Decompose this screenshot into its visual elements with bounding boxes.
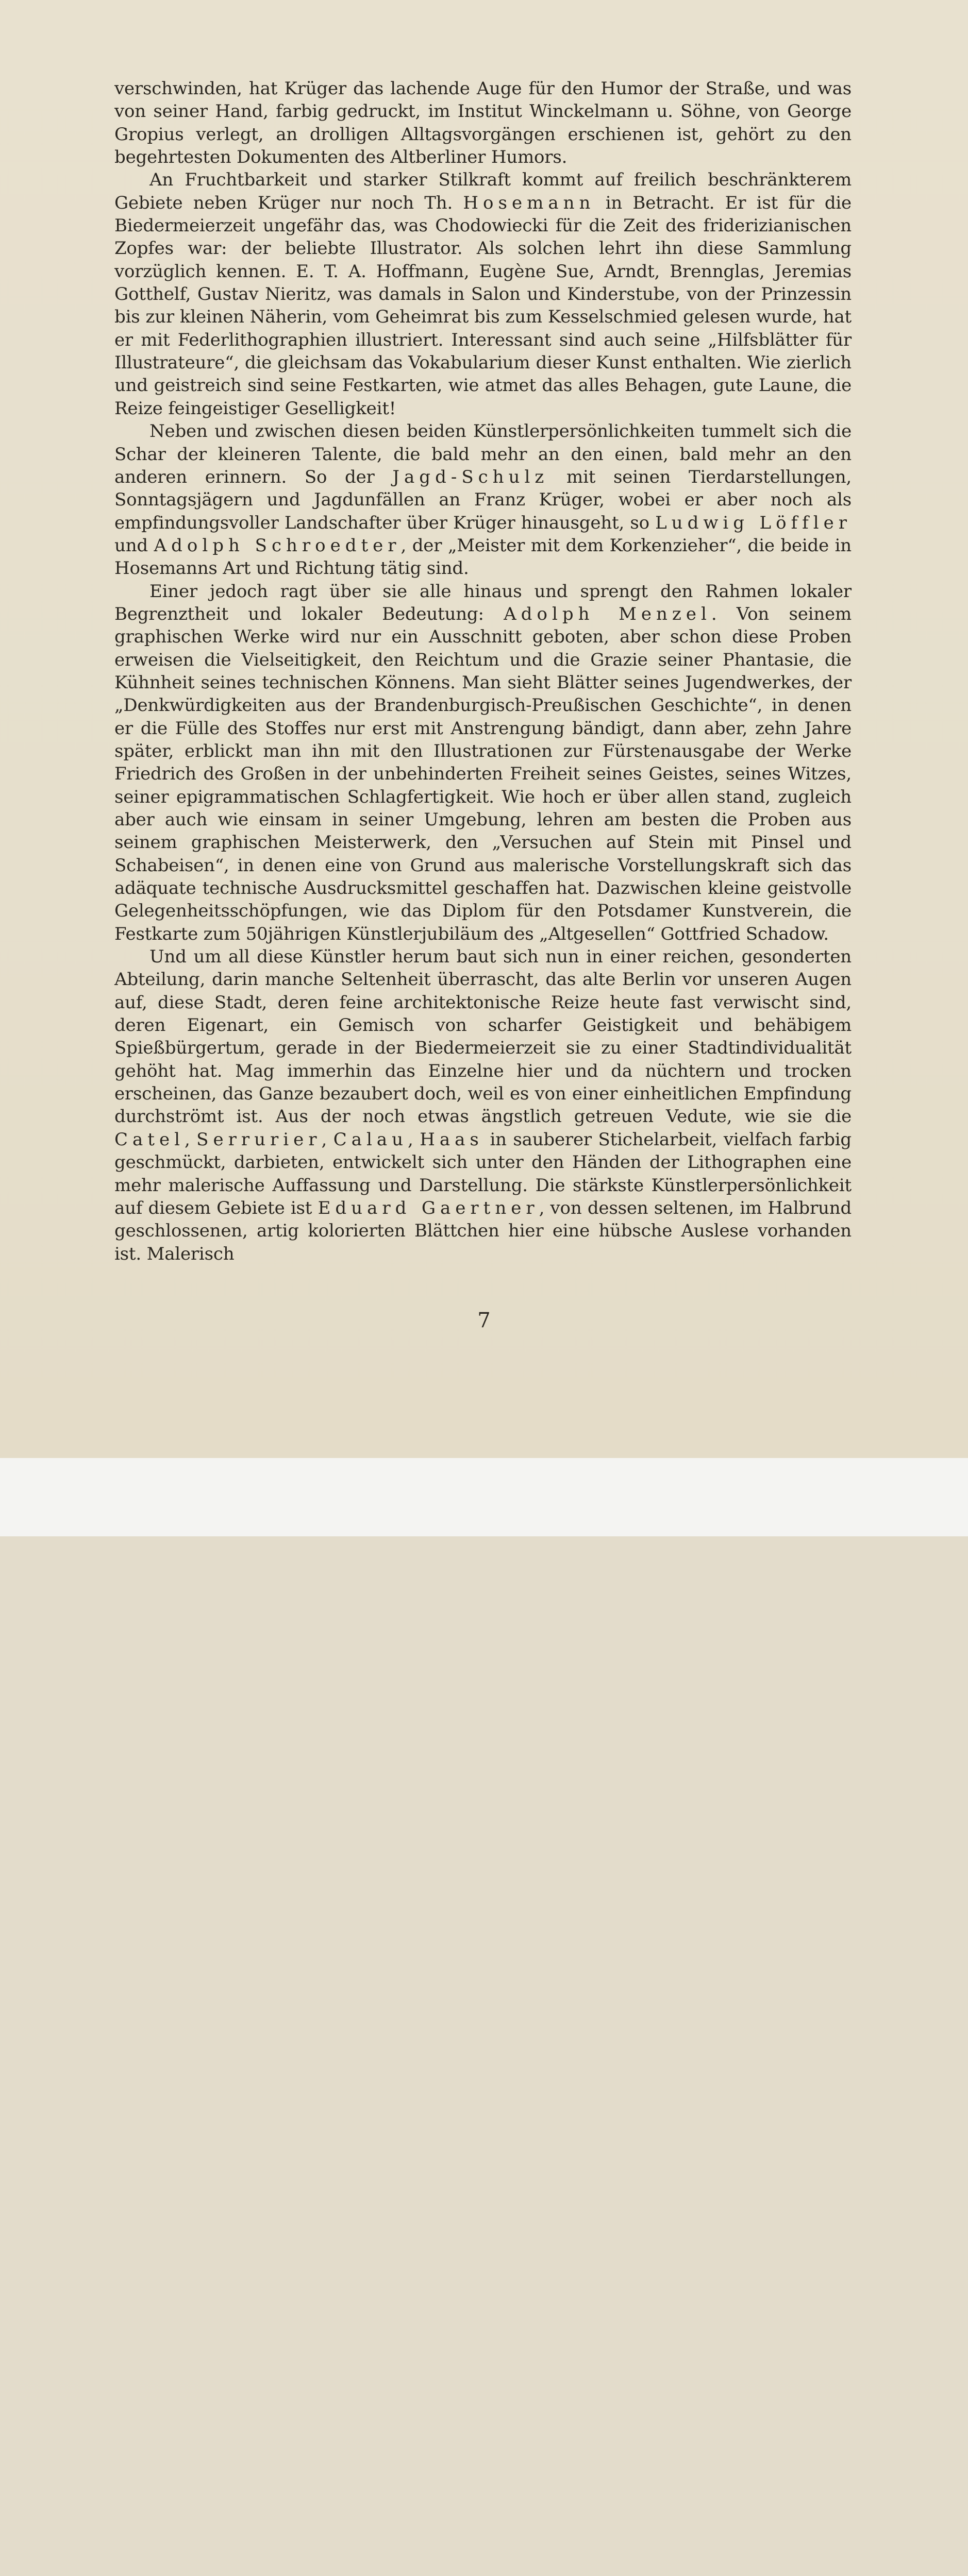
spaced-name: Ludwig Löffler <box>655 512 852 533</box>
text-run: An Fruchtbarkeit und starker Stilkraft kommt auf freilich beschränkterem Gebiete neben Krüger nur noch Th. <box>114 170 852 213</box>
footer-bar <box>0 1458 968 1536</box>
text-run: . Von seinem graphischen Werke wird nur ein Ausschnitt geboten, aber schon diese Proben erweisen die Vielseitigkeit, den Reichtum und die Grazie seiner Phantasie, die Kühnheit seines technischen Könnens. Man sieht Blätter seines Jugendwerkes, der „Denkwürdigkeiten aus der Brandenburgisch-Preußischen Geschichte“, in denen er die Fülle des Stoffes nur erst mit Anstrengung bändigt, dann aber, zehn Jahre später, erblickt man ihn mit den Illustrationen zur Fürstenausgabe der Werke Friedrich des Großen in der unbehinderten Freiheit seines Geistes, seines Witzes, seiner epigrammatischen Schlagfertigkeit. Wie hoch er über allen stand, zugleich aber auch wie einsam in seiner Umgebung, lehren am besten die Proben aus seinem graphischen Meisterwerk, den „Versuchen auf Stein mit Pinsel und Schabeisen“, in denen eine von Grund aus malerische Vorstellungskraft sich das adäquate technische Ausdrucksmittel geschaffen hat. Dazwischen kleine geistvolle Gelegenheitsschöpfungen, wie das Diplom für den Potsdamer Kunstverein, die Festkarte zum 50jährigen Künstlerjubiläum des „Altgesellen“ Gottfried Schadow. <box>114 603 852 944</box>
text-run: , <box>321 1129 333 1150</box>
text-run: mit seinen Tierdarstellungen, Sonntagsjägern und Jagdunfällen an Franz Krüger, wobei er aber noch als empfindungsvoller Landschafter über Krüger hinausgeht, so <box>114 466 852 533</box>
text-run: Einer jedoch ragt über sie alle hinaus und sprengt den Rahmen lokaler Begrenztheit und lokaler Bedeutung: <box>114 581 852 624</box>
spaced-name: Adolph Menzel <box>504 603 711 624</box>
spaced-name: Serrurier <box>196 1129 322 1150</box>
text-run: in Betracht. Er ist für die Biedermeierzeit ungefähr das, was Chodowiecki für die Zeit des friderizianischen Zopfes war: der beliebte Illustrator. Als solchen lehrt ihn diese Sammlung vorzüglich kennen. E. T. A. Hoffmann, Eugène Sue, Arndt, Brennglas, Jeremias Gotthelf, Gustav Nieritz, was damals in Salon und Kinderstube, von der Prinzessin bis zur kleinen Näherin, vom Geheimrat bis zum Kesselschmied gelesen wurde, hat er mit Federlithographien illustriert. Interessant sind auch seine „Hilfsblätter für Illustrateure“, die gleichsam das Vokabularium dieser Kunst enthalten. Wie zierlich und geistreich sind seine Festkarten, wie atmet das alles Behagen, gute Laune, die Reize feingeistiger Geselligkeit! <box>114 192 852 419</box>
text-run: und <box>114 535 154 556</box>
paragraph <box>114 580 852 946</box>
body-text <box>114 77 852 1265</box>
text-run: , der „Meister mit dem Korkenzieher“, die beide in Hosemanns Art und Richtung tätig sind. <box>114 535 852 579</box>
spaced-name: Haas <box>420 1129 483 1150</box>
spaced-name: Catel <box>114 1129 185 1150</box>
paragraph <box>114 168 852 420</box>
spaced-name: Calau <box>333 1129 408 1150</box>
text-run: Und um all diese Künstler herum baut sich nun in einer reichen, gesonderten Abteilung, darin manche Seltenheit überrascht, das alte Berlin vor unseren Augen auf, diese Stadt, deren feine architektonische Reize heute fast verwischt sind, deren Eigenart, ein Gemisch von scharfer Geistigkeit und behäbigem Spießbürgertum, gerade in der Biedermeierzeit sie zu einer Stadtindividualität gehöht hat. Mag immerhin das Einzelne hier und da nüchtern und trocken erscheinen, das Ganze bezaubert doch, weil es von einer einheitlichen Empfindung durchströmt ist. Aus der noch etwas ängstlich getreuen Vedute, wie sie die <box>114 946 852 1127</box>
text-run: in sauberer Stichelarbeit, vielfach farbig geschmückt, darbieten, entwickelt sich unter den Händen der Lithographen eine mehr malerische Auffassung und Darstellung. Die stärkste Künstlerpersönlichkeit auf diesem Gebiete ist <box>114 1129 852 1218</box>
paragraph <box>114 945 852 1265</box>
text-run: verschwinden, hat Krüger das lachende Auge für den Humor der Straße, und was von seiner Hand, farbig gedruckt, im Institut Winckelmann u. Söhne, von George Gropius verlegt, an drolligen Alltagsvorgängen erschienen ist, gehört zu den begehrtesten Dokumenten des Altberliner Humors. <box>114 78 852 168</box>
paragraph <box>114 420 852 580</box>
text-run: , <box>408 1129 420 1150</box>
text-run: , von dessen seltenen, im Halbrund geschlossenen, artig kolorierten Blättchen hier eine hübsche Auslese vorhanden ist. Malerisch <box>114 1197 852 1264</box>
spaced-name: Adolph Schroedter <box>154 535 401 556</box>
paragraph <box>114 77 852 168</box>
text-run: Neben und zwischen diesen beiden Künstlerpersönlichkeiten tummelt sich die Schar der kleineren Talente, die bald mehr an den einen, bald mehr an den anderen erinnern. So der <box>114 421 852 487</box>
text-run: , <box>184 1129 197 1150</box>
spaced-name: Eduard Gaertner <box>318 1197 539 1218</box>
page-number: 7 <box>477 1309 491 1332</box>
spaced-name: Hosemann <box>463 192 595 213</box>
spaced-name: Jagd-Schulz <box>392 466 549 487</box>
